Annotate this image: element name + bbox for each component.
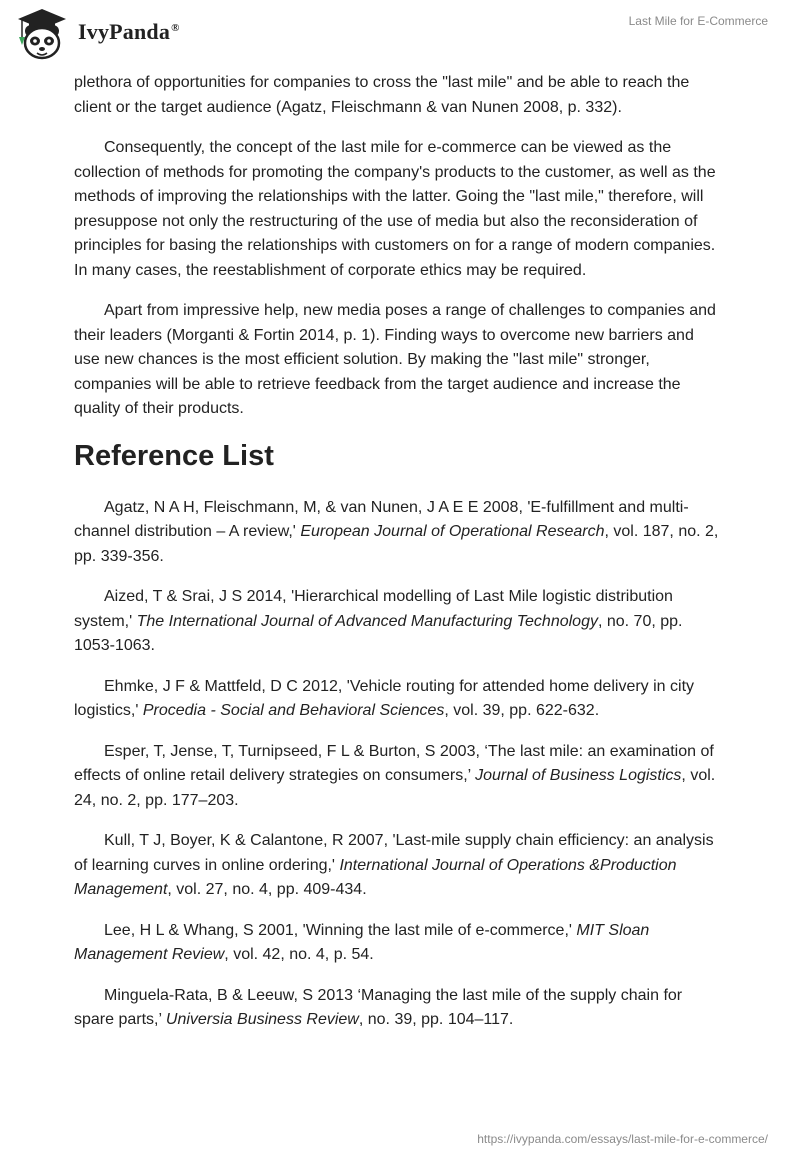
reference-entry [74,829,722,903]
reference-list-heading: Reference List [74,439,274,472]
body-paragraph: Consequently, the concept of the last mile for e-commerce can be viewed as the collection of methods for promoting the company's products to the customer, as well as the methods of improving the relationships with the latter. Going the "last mile," therefore, will presuppose not only the restructuring of the use of media but also the reconsideration of principles for basing the relationships with customers on for a range of modern companies. In many cases, the reestablishment of corporate ethics may be required. [74,139,716,279]
reference-details: , vol. 24, no. 2, pp. 177–203. [74,767,716,809]
reference-citation: Kull, T J, Boyer, K & Calantone, R 2007, 'Last-mile supply chain efficiency: an analysis of learning curves in online ordering,' [74,832,714,874]
reference-journal: The International Journal of Advanced Manufacturing Technology [136,612,598,630]
reference-details: , no. 70, pp. 1053-1063. [74,612,683,654]
reference-journal: International Journal of Operations &Production Management [74,856,677,898]
reference-details: , vol. 27, no. 4, pp. 409-434. [167,881,367,898]
reference-details: , vol. 42, no. 4, p. 54. [224,946,374,963]
registered-mark: ® [171,21,180,34]
reference-journal: MIT Sloan Management Review [74,921,650,963]
reference-entry [74,585,722,659]
reference-details: , vol. 39, pp. 622-632. [444,702,600,719]
reference-entry [74,919,722,968]
reference-citation: Esper, T, Jense, T, Turnipseed, F L & Burton, S 2003, ‘The last mile: an examination of effects of online retail delivery strategies on consumers,’ [74,742,714,784]
reference-entry [74,740,722,814]
reference-citation: Agatz, N A H, Fleischmann, M, & van Nunen, J A E E 2008, 'E-fulfillment and multi-channel distribution – A review,' [74,498,689,540]
reference-details: , vol. 187, no. 2, pp. 339-356. [74,523,719,565]
body-paragraph: Apart from impressive help, new media poses a range of challenges to companies and their leaders (Morganti & Fortin 2014, p. 1). Finding ways to overcome new barriers and use new chances is the most efficient solution. By making the "last mile" stronger, companies will be able to retrieve feedback from the target audience and increase the quality of their products. [74,302,716,417]
brand-text: IvyPanda [78,19,171,44]
reference-entry [74,496,722,570]
reference-entry [74,675,722,724]
brand-name[interactable] [78,19,180,45]
reference-journal: Journal of Business Logistics [475,767,682,784]
reference-citation: Minguela-Rata, B & Leeuw, S 2013 ‘Managing the last mile of the supply chain for spare parts,’ [74,986,683,1028]
reference-citation: Aized, T & Srai, J S 2014, 'Hierarchical modelling of Last Mile logistic distribution system,' [74,588,673,630]
reference-citation: Lee, H L & Whang, S 2001, 'Winning the last mile of e-commerce,' [104,921,577,939]
reference-details: , no. 39, pp. 104–117. [358,1011,514,1028]
reference-journal: Procedia - Social and Behavioral Sciences [142,702,445,719]
ivypanda-logo-icon[interactable] [14,7,70,63]
source-url-link[interactable]: https://ivypanda.com/essays/last-mile-for-e-commerce/ [477,1132,768,1146]
reference-journal: Universia Business Review [165,1011,359,1028]
body-paragraph: plethora of opportunities for companies to cross the "last mile" and be able to reach the client or the target audience (Agatz, Fleischmann & van Nunen 2008, p. 332). [74,74,690,116]
page-header [0,0,800,70]
reference-entry [74,984,722,1033]
reference-citation: Ehmke, J F & Mattfeld, D C 2012, 'Vehicle routing for attended home delivery in city logistics,' [74,677,695,719]
reference-journal: European Journal of Operational Research [300,523,605,540]
running-title: Last Mile for E-Commerce [628,14,768,28]
essay-content [74,70,722,1049]
